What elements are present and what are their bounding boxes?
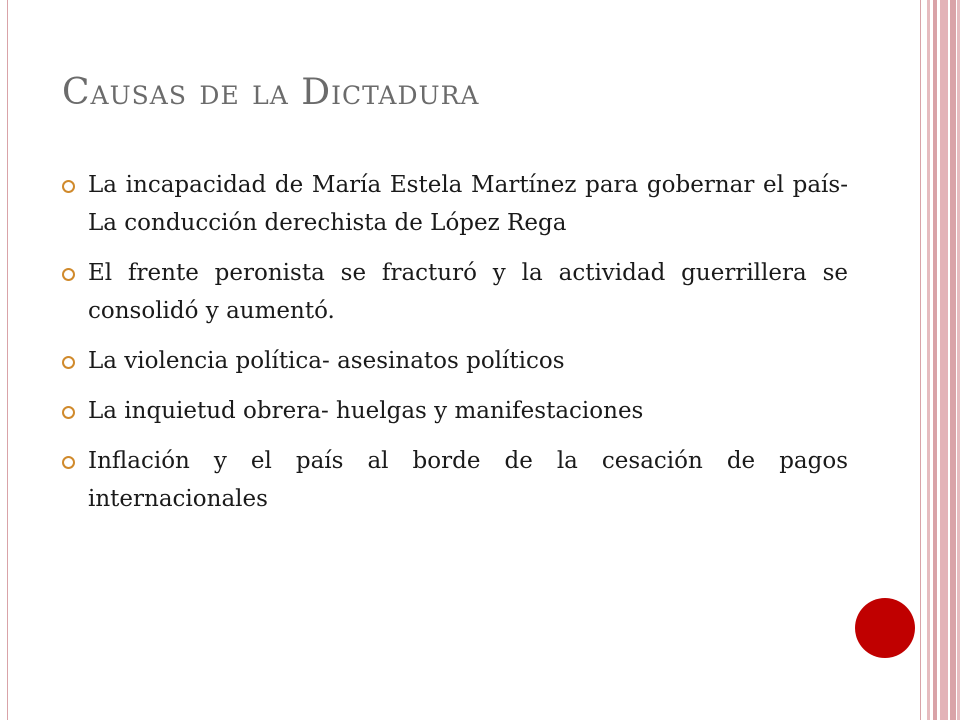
list-item — [62, 442, 848, 518]
bullet-ring-icon — [62, 356, 75, 369]
decorative-stripes — [921, 0, 960, 720]
bullet-ring-icon — [62, 268, 75, 281]
bullet-text: La incapacidad de María Estela Martínez para gobernar el país- La conducción derechista de López Rega — [88, 172, 848, 236]
list-item — [62, 392, 848, 430]
bullet-list — [62, 166, 848, 530]
bullet-text: La violencia política- asesinatos políticos — [88, 348, 565, 374]
list-item — [62, 166, 848, 242]
bullet-text: El frente peronista se fracturó y la actividad guerrillera se consolidó y aumentó. — [88, 260, 848, 324]
list-item — [62, 342, 848, 380]
bullet-ring-icon — [62, 456, 75, 469]
bullet-ring-icon — [62, 406, 75, 419]
stripe — [933, 0, 937, 720]
slide-title: Causas de la Dictadura — [62, 72, 480, 113]
stripe — [927, 0, 930, 720]
bullet-text: La inquietud obrera- huelgas y manifestaciones — [88, 398, 644, 424]
bullet-text: Inflación y el país al borde de la cesación de pagos internacionales — [88, 448, 848, 512]
stripe — [950, 0, 956, 720]
stripe — [940, 0, 948, 720]
list-item — [62, 254, 848, 330]
bullet-ring-icon — [62, 180, 75, 193]
red-circle-decoration — [855, 598, 915, 658]
